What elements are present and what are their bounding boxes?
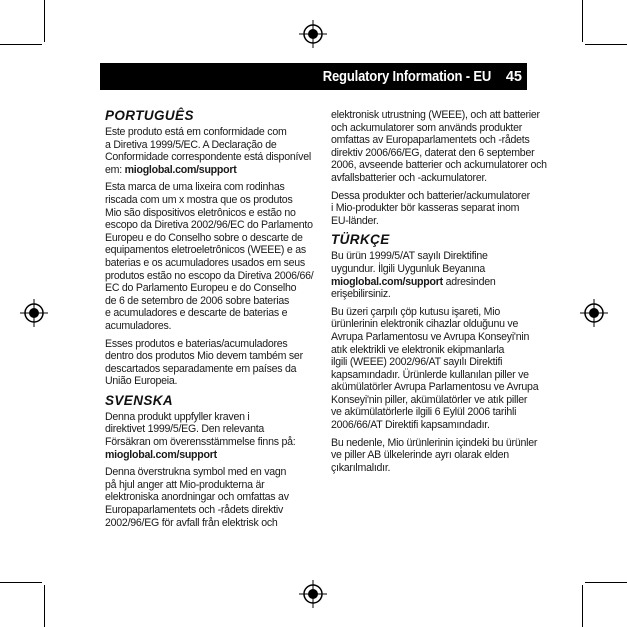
text-line: Europeu e do Conselho sobre o descarte de — [105, 231, 303, 244]
section-heading-swedish: SVENSKA — [105, 392, 174, 408]
text-line: a Diretiva 1999/5/EC. A Declaração de — [105, 138, 277, 151]
text-line: Bu ürün 1999/5/AT sayılı Direktifine — [331, 250, 488, 263]
text-line: Conformidade correspondente está disponível — [105, 151, 311, 164]
text-line: Esta marca de uma lixeira com rodinhas — [105, 181, 285, 194]
text-line: Bu nedenle, Mio ürünlerinin içindeki bu ürünler — [331, 436, 538, 449]
text-line: kapsamındadır. Ürünlerde kullanılan piller ve — [331, 368, 529, 381]
text-line: Esses produtos e baterias/acumuladores — [105, 337, 288, 350]
text-line: adresinden — [442, 275, 496, 288]
crop-mark — [582, 585, 583, 627]
text-line: avfallsbatterier och -ackumulatorer. — [331, 171, 487, 184]
sv-paragraph-2-continued — [331, 109, 549, 185]
text-line: uygundur. İlgili Uygunluk Beyanına — [331, 262, 486, 275]
section-heading-turkish: TÜRKÇE — [331, 232, 390, 248]
text-line: Este produto está em conformidade com — [105, 126, 287, 138]
crop-mark — [44, 0, 45, 42]
text-line: ilgili (WEEE) 2002/96/AT sayılı Direktifi — [331, 356, 503, 369]
pt-paragraph-3 — [105, 338, 323, 388]
registration-mark-icon — [299, 580, 327, 608]
text-line: e acumuladores e descarte de baterias e — [105, 307, 288, 320]
section-heading-portuguese: PORTUGUÊS — [105, 108, 194, 123]
text-line: omfattas av Europaparlamentets och -rådets — [331, 134, 530, 147]
page-title: Regulatory Information - EU — [322, 69, 491, 85]
tr-paragraph-1 — [331, 250, 549, 300]
registration-mark-icon — [299, 20, 327, 48]
text-line: de 6 de setembro de 2006 sobre baterias — [105, 294, 290, 307]
text-line: elektroniska anordningar och omfattas av — [105, 491, 289, 504]
text-line: riscada com um x mostra que os produtos — [105, 193, 293, 206]
text-line: em: — [105, 163, 125, 176]
header-bar — [100, 63, 527, 90]
text-line: baterias e os acumuladores usados em seus — [105, 256, 305, 269]
text-line: Europaparlamentets och -rådets direktiv — [105, 504, 284, 517]
text-line: Denna överstrukna symbol med en vagn — [105, 466, 287, 479]
registration-mark-icon — [580, 299, 608, 327]
text-line: produtos estão no escopo da Diretiva 2006/66/ — [105, 269, 314, 282]
text-line: på hjul anger att Mio-produkterna är — [105, 478, 265, 491]
text-line: erişebilirsiniz. — [331, 288, 391, 301]
text-line: i Mio-produkter bör kasseras separat inom — [331, 202, 520, 215]
text-line: ve akümülatörlerle ilgili 6 Eylül 2006 tarihli — [331, 406, 517, 419]
text-line: Bu üzeri çarpılı çöp kutusu işareti, Mio — [331, 305, 500, 318]
text-line: União Europeia. — [105, 375, 178, 388]
text-line: equipamentos eletroeletrônicos (WEEE) e as — [105, 244, 306, 257]
crop-mark — [0, 44, 42, 45]
text-line: Konseyi'nin piller, akümülatörler ve atık piller — [331, 393, 528, 406]
crop-mark — [44, 585, 45, 627]
tr-paragraph-3 — [331, 437, 549, 475]
text-line: Dessa produkter och batterier/ackumulatorer — [331, 189, 530, 202]
sv-paragraph-2 — [105, 466, 323, 529]
text-line: çıkarılmalıdır. — [331, 461, 391, 474]
right-column — [331, 101, 549, 479]
text-line: 2006/66/AT Direktifi kapsamındadır. — [331, 419, 490, 432]
crop-mark — [0, 582, 42, 583]
text-line: Mio são dispositivos eletrônicos e estão no — [105, 206, 296, 219]
text-line: EC do Parlamento Europeu e do Conselho — [105, 282, 297, 295]
text-line: 2006, avseende batterier och ackumulatorer och — [331, 159, 547, 172]
tr-paragraph-2 — [331, 306, 549, 432]
pt-paragraph-2 — [105, 181, 323, 332]
page-number: 45 — [505, 69, 522, 85]
text-line: direktivet 1999/5/EG. Den relevanta — [105, 423, 265, 436]
sv-paragraph-1 — [105, 411, 323, 461]
support-link[interactable]: mioglobal.com/support — [331, 275, 443, 288]
text-line: direktiv 2006/66/EG, daterat den 6 september — [331, 146, 535, 159]
text-line: dentro dos produtos Mio devem também ser — [105, 350, 303, 363]
text-line: acumuladores. — [105, 319, 172, 332]
text-line: ürünlerinin elektronik cihazlar olduğunu ve — [331, 318, 519, 331]
registration-mark-icon — [20, 299, 48, 327]
text-line: och ackumulatorer som används produkter — [331, 121, 523, 134]
left-column — [105, 101, 323, 534]
crop-mark — [585, 44, 627, 45]
text-line: escopo da Diretiva 2002/96/EC do Parlamento — [105, 219, 313, 232]
text-line: Försäkran om överensstämmelse finns på: — [105, 436, 296, 449]
text-line: EU-länder. — [331, 214, 379, 227]
text-line: descartados separadamente em países da — [105, 362, 297, 375]
text-line: 2002/96/EG för avfall från elektrisk och — [105, 516, 278, 529]
text-line: ve piller AB ülkelerinde ayrı olarak elden — [331, 449, 509, 462]
support-link[interactable]: mioglobal.com/support — [105, 448, 217, 461]
text-line: atık elektrikli ve elektronik ekipmanlarla — [331, 343, 505, 356]
crop-mark — [582, 0, 583, 42]
text-line: Avrupa Parlamentosu ve Avrupa Konseyi'nin — [331, 330, 530, 343]
sv-paragraph-3 — [331, 190, 549, 228]
text-line: Denna produkt uppfyller kraven i — [105, 410, 250, 423]
text-line: akümülatörler Avrupa Parlamentosu ve Avrupa — [331, 381, 539, 394]
pt-paragraph-1 — [105, 126, 323, 176]
text-line: elektronisk utrustning (WEEE), och att batterier — [331, 109, 540, 121]
support-link[interactable]: mioglobal.com/support — [124, 163, 237, 176]
crop-mark — [585, 582, 627, 583]
